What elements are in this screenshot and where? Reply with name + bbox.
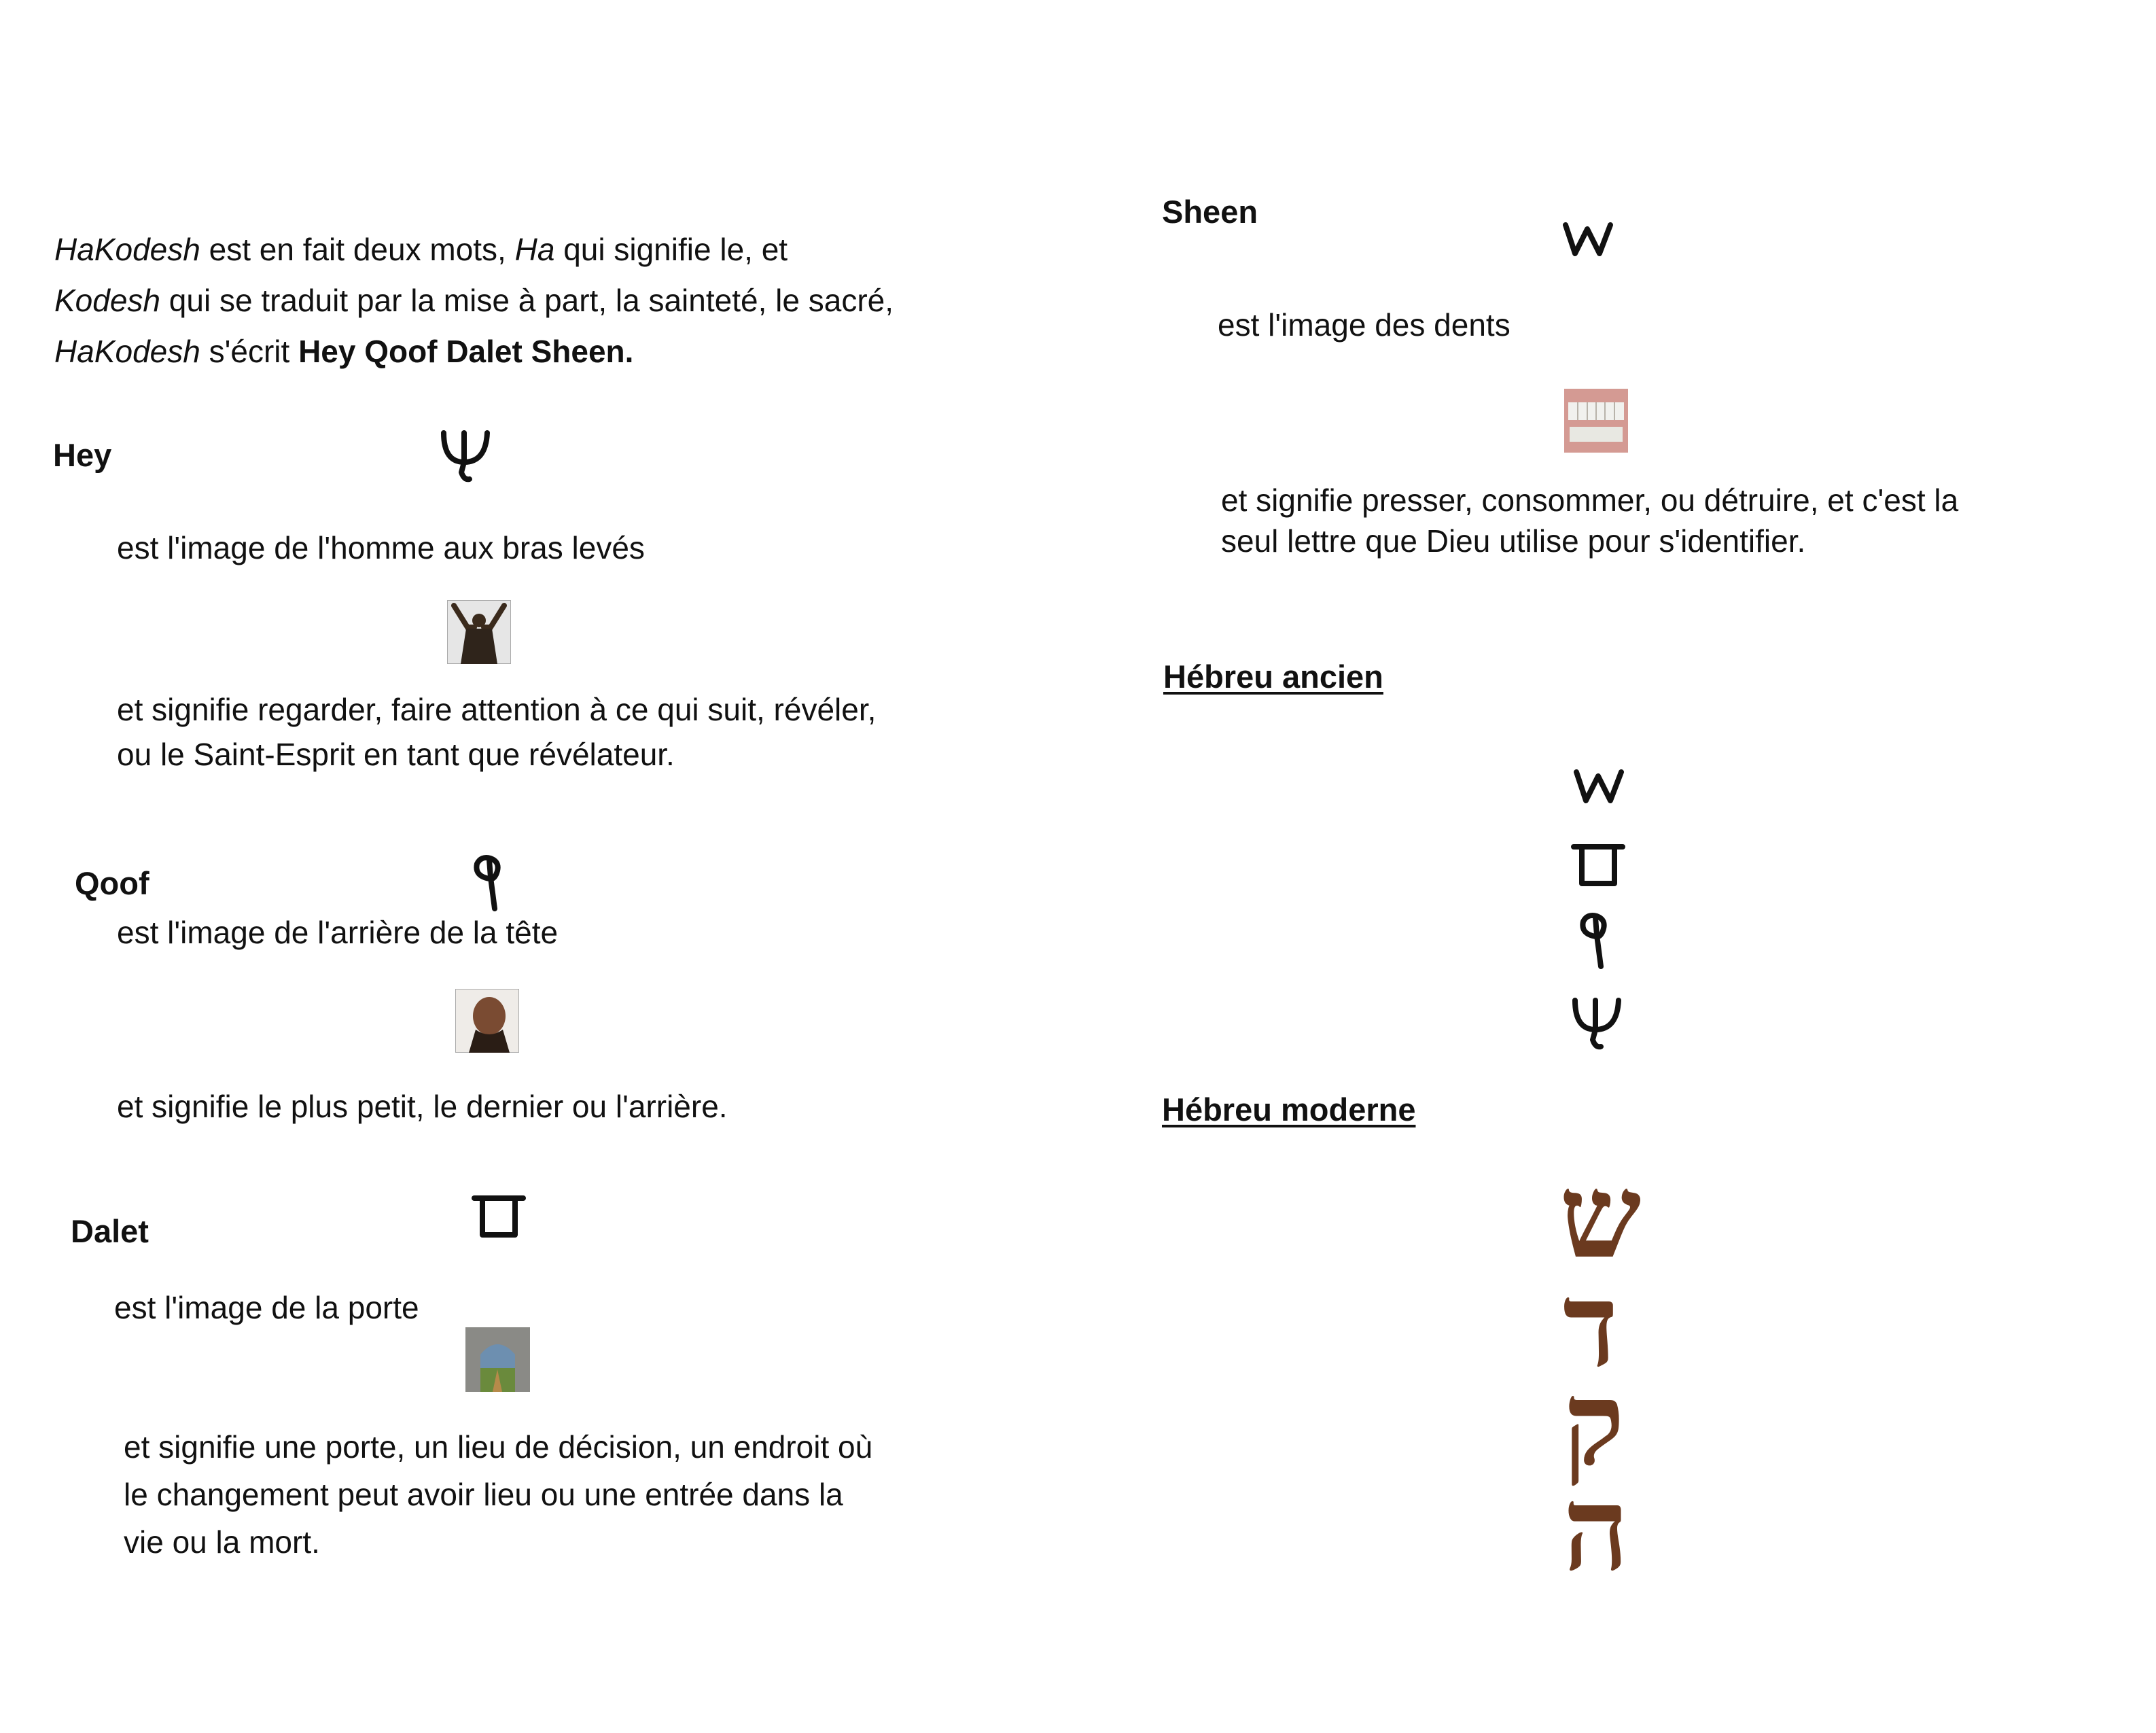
dalet-meaning	[124, 1423, 912, 1566]
sheen-meaning-line-2: seul lettre que Dieu utilise pour s'identifier.	[1221, 523, 1806, 559]
intro-term-ha: Ha	[514, 232, 555, 267]
intro-line-2	[54, 275, 894, 326]
qoof-label: Qoof	[75, 865, 149, 901]
intro-term-hakodesh: HaKodesh	[54, 334, 200, 369]
teeth-icon	[1564, 389, 1628, 453]
intro-letter-names: Hey Qoof Dalet Sheen.	[298, 334, 634, 369]
intro-paragraph	[54, 224, 894, 377]
paleo-dalet-icon	[1570, 841, 1627, 889]
paleo-dalet-icon	[470, 1193, 527, 1240]
paleo-sheen-icon	[1574, 768, 1625, 805]
hebrew-letter-qof: ק	[1563, 1356, 1625, 1492]
sheen-image-text: est l'image des dents	[1218, 307, 1510, 343]
intro-text: est en fait deux mots,	[200, 232, 515, 267]
man-arms-raised-icon	[447, 600, 511, 664]
dalet-meaning-line-3: vie ou la mort.	[124, 1524, 320, 1560]
hey-meaning-line-1: et signifie regarder, faire attention à ce qui suit, révéler,	[117, 692, 877, 727]
hebrew-letter-dalet: ד	[1563, 1257, 1619, 1393]
intro-text: qui signifie le, et	[554, 232, 788, 267]
sheen-label: Sheen	[1162, 194, 1258, 230]
sheen-meaning-line-1: et signifie presser, consommer, ou détruire, et c'est la	[1221, 483, 1959, 518]
back-of-head-icon	[455, 989, 519, 1053]
modern-hebrew-heading: Hébreu moderne	[1162, 1091, 1416, 1127]
paleo-qoof-icon	[469, 853, 510, 914]
ancient-hebrew-heading: Hébreu ancien	[1163, 659, 1383, 695]
paleo-sheen-icon	[1563, 221, 1614, 258]
intro-line-3	[54, 326, 894, 377]
paleo-qoof-icon	[1575, 911, 1616, 972]
paleo-hey-icon	[438, 425, 493, 486]
hey-label: Hey	[53, 437, 112, 473]
dalet-label: Dalet	[71, 1213, 149, 1249]
intro-term-hakodesh: HaKodesh	[54, 232, 200, 267]
qoof-image-text: est l'image de l'arrière de la tête	[117, 915, 559, 950]
dalet-image-text: est l'image de la porte	[114, 1290, 419, 1325]
dalet-meaning-line-1: et signifie une porte, un lieu de décision, un endroit où	[124, 1429, 873, 1465]
intro-text: qui se traduit par la mise à part, la sainteté, le sacré,	[160, 283, 894, 318]
intro-term-kodesh: Kodesh	[54, 283, 161, 318]
qoof-meaning: et signifie le plus petit, le dernier ou l'arrière.	[117, 1089, 728, 1124]
door-icon	[465, 1327, 530, 1392]
intro-text: s'écrit	[200, 334, 299, 369]
intro-line-1	[54, 224, 894, 275]
hebrew-letter-he: ה	[1563, 1461, 1629, 1597]
dalet-meaning-line-2: le changement peut avoir lieu ou une entrée dans la	[124, 1477, 843, 1512]
hebrew-letter-shin: ש	[1559, 1149, 1642, 1284]
hey-image-text: est l'image de l'homme aux bras levés	[117, 530, 645, 565]
paleo-hey-icon	[1570, 992, 1624, 1053]
hey-meaning-line-2: ou le Saint-Esprit en tant que révélateur.	[117, 737, 675, 772]
